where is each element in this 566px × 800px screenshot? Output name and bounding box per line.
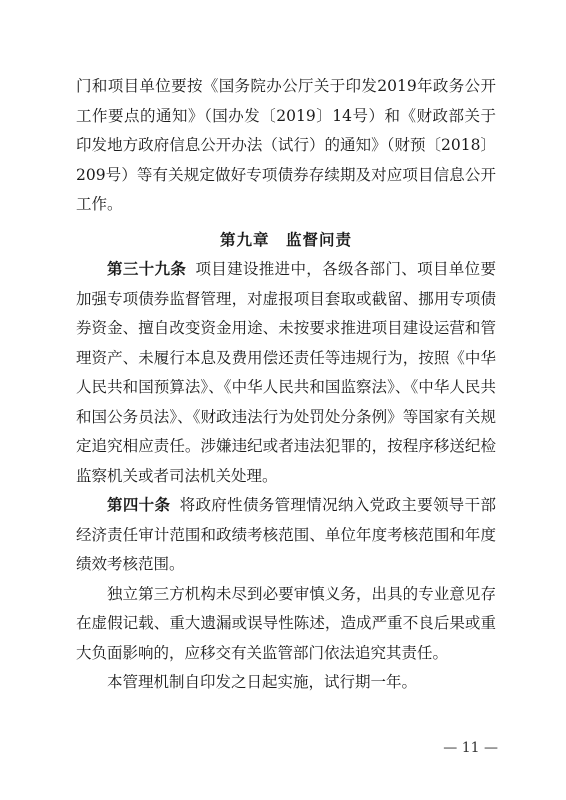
article-39-text: 项目建设推进中，各级各部门、项目单位要加强专项债券监督管理，对虚报项目套取或截留、挪用专项债券资金、擅自改变资金用途、未按要求推进项目建设运营和管理资产、未履行本息及费用偿还责任等违规行为，按照《中华人民共和国预算法》、《中华人民共和国监察法》、《中华人民共和国公务员法》、《财政违法行为处罚处分条例》等国家有关规定追究相应责任。涉嫌违纪或者违法犯罪的，按程序移送纪检监察机关或者司法机关处理。 <box>76 260 496 485</box>
effective-date-paragraph: 本管理机制自印发之日起实施，试行期一年。 <box>107 673 418 691</box>
article-40-number: 第四十条 <box>107 496 171 514</box>
third-party-paragraph: 独立第三方机构未尽到必要审慎义务，出具的专业意见存在虚假记载、重大遗漏或误导性陈述，造成严重不良后果或重大负面影响的，应移交有关监管部门依法追究其责任。 <box>76 584 496 662</box>
article-40-text: 将政府性债务管理情况纳入党政主要领导干部经济责任审计范围和政绩考核范围、单位年度考核范围和年度绩效考核范围。 <box>76 496 496 573</box>
body-text <box>76 72 496 698</box>
article-39-number: 第三十九条 <box>107 260 187 278</box>
opening-paragraph: 门和项目单位要按《国务院办公厅关于印发2019年政务公开工作要点的通知》（国办发〔2019〕14号）和《财政部关于印发地方政府信息公开办法（试行）的通知》（财预〔2018〕209号）等有关规定做好专项债券存续期及对应项目信息公开工作。 <box>76 77 496 213</box>
page-number: — 11 — <box>443 740 498 756</box>
article-39 <box>76 255 496 491</box>
chapter-heading: 第九章 监督问责 <box>219 230 352 249</box>
article-40 <box>76 491 496 580</box>
